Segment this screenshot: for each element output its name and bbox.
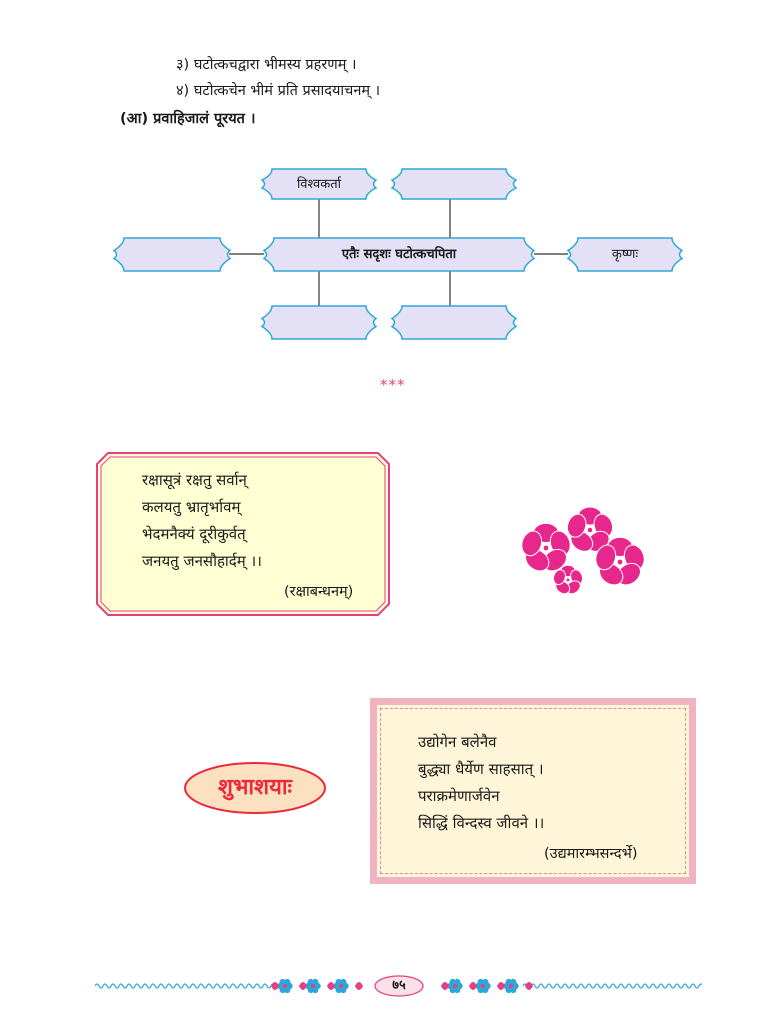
verse1-line-2: कलयतु भ्रातृर्भावम् [142, 498, 241, 516]
node-right-text: कृष्णः [611, 247, 639, 262]
exercise-heading [120, 108, 255, 128]
node-top-right-box [392, 169, 516, 199]
footer-floral-motif [305, 979, 320, 993]
verse1-line-3: भेदमनैक्यं दूरीकुर्वत् [142, 525, 246, 543]
footer-leaf [299, 982, 307, 990]
footer-leaf [327, 982, 335, 990]
footer-leaf [525, 982, 533, 990]
verse2-line-3: पराक्रमेणार्जवेन [418, 787, 500, 805]
footer-floral-motif [475, 979, 490, 993]
footer-leaf [355, 982, 363, 990]
node-top-left-text: विश्वकर्ता [296, 177, 342, 192]
page-number: ७५ [392, 978, 406, 993]
footer-leaf [497, 982, 505, 990]
list-item-number: ३) [176, 57, 190, 73]
footer-floral-motif [447, 979, 462, 993]
verse2-source: (उद्यमारम्भसन्दर्भे) [544, 846, 638, 862]
list-item-text: घटोत्कचेन भीमं प्रति प्रसादयाचनम् । [193, 83, 381, 99]
list-item-3 [176, 54, 357, 74]
verse2-line-2: बुद्ध्या धैर्येण साहसात् । [418, 760, 544, 778]
footer-wave-line [95, 984, 279, 988]
footer-leaf [271, 982, 279, 990]
verse2-line-4: सिद्धिं विन्दस्व जीवने ।। [418, 814, 545, 832]
verse1-line-1: रक्षासूत्रं रक्षतु सर्वान् [142, 471, 247, 489]
exercise-text: प्रवाहिजालं पूरयत । [153, 111, 256, 127]
verse1-line-4: जनयतु जनसौहार्दम् ।। [142, 552, 262, 570]
list-item-number: ४) [176, 83, 190, 99]
node-center-text: एतैः सदृशः घटोत्कचपिता [341, 247, 457, 262]
flower-cluster-icon [508, 500, 656, 608]
verse-box-rakshabandhan [96, 452, 390, 616]
flow-diagram [0, 160, 767, 350]
node-bottom-right-box [392, 306, 516, 339]
footer-floral-motif [277, 979, 292, 993]
node-bottom-left-box [262, 306, 376, 339]
list-item-text: घटोत्कचद्वारा भीमस्य प्रहरणम् । [193, 57, 357, 73]
footer-floral-motif [503, 979, 518, 993]
node-left-box [114, 238, 230, 271]
verse-box-udyama [370, 698, 696, 884]
verse1-source: (रक्षाबन्धनम्) [284, 584, 354, 600]
greeting-badge [183, 761, 327, 815]
footer-leaf [469, 982, 477, 990]
section-separator: *** [380, 376, 406, 394]
exercise-label: (आ) [120, 111, 149, 127]
page-footer [95, 974, 702, 998]
footer-floral-motif [333, 979, 348, 993]
list-item-4 [176, 80, 380, 100]
footer-leaf [441, 982, 449, 990]
footer-wave-line [523, 984, 702, 988]
verse2-line-1: उद्योगेन बलेनैव [418, 733, 497, 751]
badge-text: शुभाशयाः [218, 775, 292, 800]
